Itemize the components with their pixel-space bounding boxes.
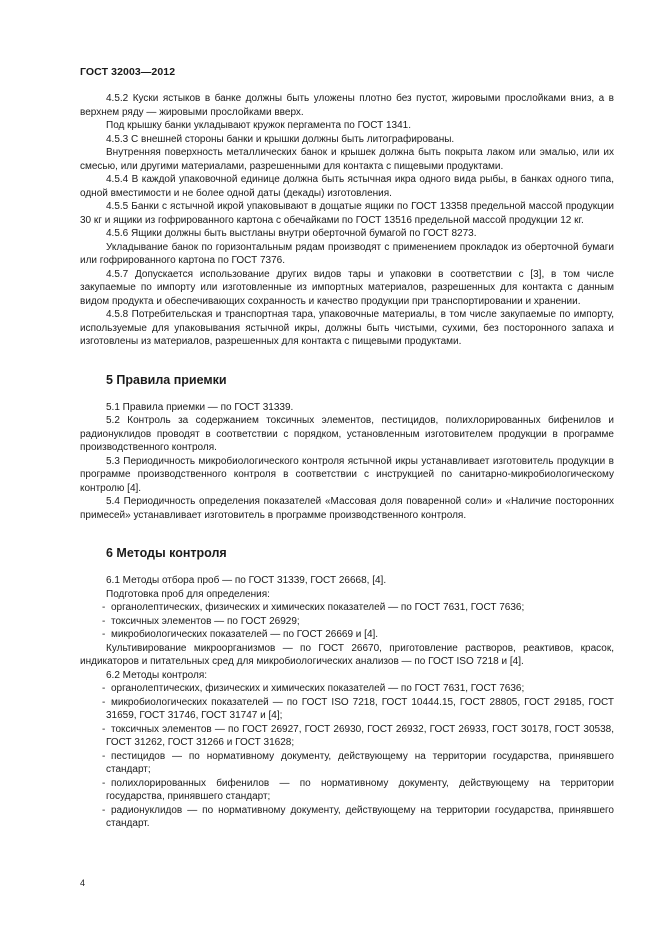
list-item: - токсичных элементов — по ГОСТ 26929;: [102, 615, 300, 627]
paragraph-4-5-8: 4.5.8 Потребительская и транспортная тара, упаковочные материалы, в том числе закупаемые по импорту, используемые для упаковывания ястычной икры, должны быть чистыми, сухими, без посторонного запаха и изготовлены из материалов, разрешенных для контакта с пищевыми продуктами.: [80, 309, 614, 347]
paragraph-6-2: 6.2 Методы контроля:: [106, 669, 208, 681]
document-code-header: ГОСТ 32003—2012: [80, 66, 176, 78]
list-item: - токсичных элементов — по ГОСТ 26927, ГОСТ 26930, ГОСТ 26932, ГОСТ 26933, ГОСТ 30178, ГОСТ 30538, ГОСТ 31262, ГОСТ 31266 и ГОСТ 31628;: [102, 723, 614, 748]
page-body: [80, 92, 614, 831]
paragraph-4-5-2: 4.5.2 Куски ястыков в банке должны быть уложены плотно без пустот, жировыми прослойками вниз, а в верхнем ряду — жировыми прослойками вверх.: [80, 93, 614, 118]
paragraph-4-5-5: 4.5.5 Банки с ястычной икрой упаковывают в дощатые ящики по ГОСТ 13358 предельной массой продукции 30 кг и ящики из гофрированного картона с обечайками по ГОСТ 13516 предельной массой продукции 12 кг.: [80, 201, 614, 226]
paragraph-5-4: 5.4 Периодичность определения показателей «Массовая доля поваренной соли» и «Наличие посторонних примесей» устанавливает изготовитель в программе производственного контроля.: [80, 496, 614, 521]
list-item: - пестицидов — по нормативному документу, действующему на территории государства, принявшего стандарт;: [102, 750, 614, 775]
paragraph-4-5-4: 4.5.4 В каждой упаковочной единице должна быть ястычная икра одного вида рыбы, в банках одного типа, одной вместимости и не более одной даты (декады) изготовления.: [80, 174, 614, 199]
list-item: - радионуклидов — по нормативному документу, действующему на территории государства, принявшего стандарт.: [102, 804, 614, 829]
paragraph-4-5-3: 4.5.3 С внешней стороны банки и крышки должны быть литографированы.: [106, 133, 455, 145]
paragraph-5-3: 5.3 Периодичность микробиологического контроля ястычной икры устанавливает изготовитель продукции в программе производственного контроля в соответствии с инструкцией по санитарно-микробиологическому контролю [4].: [80, 455, 614, 494]
page-number: 4: [80, 878, 86, 888]
list-item: - органолептических, физических и химических показателей — по ГОСТ 7631, ГОСТ 7636;: [102, 683, 525, 694]
paragraph-6-1: 6.1 Методы отбора проб — по ГОСТ 31339, ГОСТ 26668, [4].: [106, 575, 387, 586]
paragraph-parchment: Под крышку банки укладывают кружок пергамента по ГОСТ 1341.: [106, 120, 412, 131]
paragraph-4-5-6: 4.5.6 Ящики должны быть выстланы внутри оберточной бумагой по ГОСТ 8273.: [106, 228, 477, 239]
paragraph-sample-prep-intro: Подготовка проб для определения:: [106, 588, 270, 600]
paragraph-cultivation: Культивирование микроорганизмов — по ГОСТ 26670, приготовление растворов, реактивов, красок, индикаторов и питательных сред для микробиологических анализов — по ГОСТ ISO 7218 и [4].: [80, 642, 614, 667]
section-6-heading: 6 Методы контроля: [106, 546, 227, 560]
paragraph-5-1: 5.1 Правила приемки — по ГОСТ 31339.: [106, 401, 294, 413]
paragraph-4-5-7: 4.5.7 Допускается использование других видов тары и упаковки в соответствии с [3], в том числе закупаемые по импорту или изготовленные из импортных материалов, разрешенных для контакта с данным видом продукта и обеспечивающих сохранность и качество продукции при транспортировании и хранении.: [80, 268, 614, 307]
paragraph-inner-coating: Внутренняя поверхность металлических банок и крышек должна быть покрыта лаком или эмалью, или их смесью, или другими материалами, разрешенными для контакта с пищевыми продуктами.: [80, 147, 614, 172]
list-item: - микробиологических показателей — по ГОСТ 26669 и [4].: [102, 629, 379, 640]
section-5-heading: 5 Правила приемки: [106, 372, 227, 387]
paragraph-5-2: 5.2 Контроль за содержанием токсичных элементов, пестицидов, полихлорированных бифенилов и радионуклидов проводят в соответствии с порядком, установленным изготовителем продукции в программе производственного контроля.: [80, 415, 614, 453]
paragraph-stacking: Укладывание банок по горизонтальным рядам производят с применением прокладок из оберточной бумаги или гофрированного картона по ГОСТ 7376.: [80, 241, 614, 266]
list-item: - органолептических, физических и химических показателей — по ГОСТ 7631, ГОСТ 7636;: [102, 602, 525, 613]
list-item: - микробиологических показателей — по ГОСТ ISO 7218, ГОСТ 10444.15, ГОСТ 28805, ГОСТ 29185, ГОСТ 31659, ГОСТ 31746, ГОСТ 31747 и [4];: [102, 696, 614, 721]
list-item: - полихлорированных бифенилов — по нормативному документу, действующему на территории государства, принявшего стандарт;: [102, 777, 614, 802]
